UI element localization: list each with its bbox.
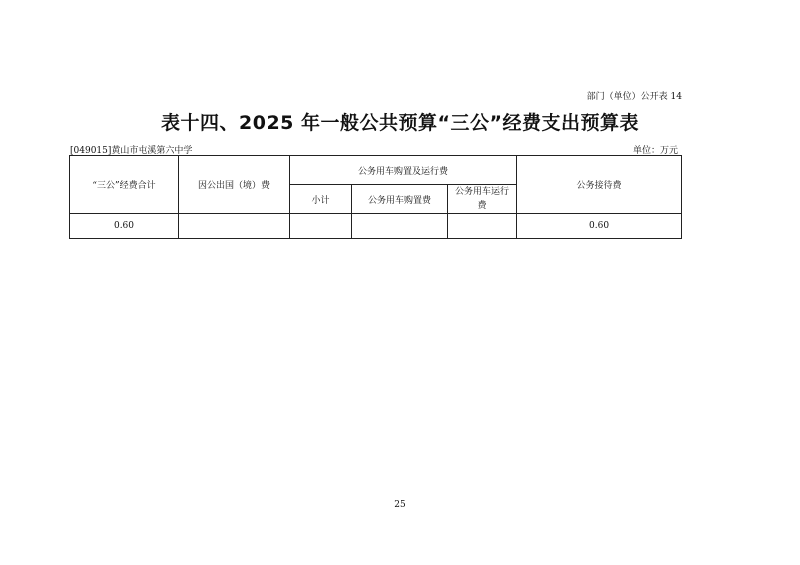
table-row xyxy=(70,214,682,239)
header-vehicle-purchase: 公务用车购置费 xyxy=(352,185,448,214)
header-abroad: 因公出国（境）费 xyxy=(179,156,290,214)
three-public-expenses-table xyxy=(69,155,682,239)
unit-label: 单位：万元 xyxy=(632,146,678,156)
page-title: 表十四、2025 年一般公共预算“三公”经费支出预算表 xyxy=(161,112,639,134)
cell-total: 0.60 xyxy=(70,214,179,239)
cell-vehicle-operation xyxy=(448,214,517,239)
header-vehicle-operation: 公务用车运行费 xyxy=(448,185,517,214)
cell-vehicle-purchase xyxy=(352,214,448,239)
cell-subtotal xyxy=(290,214,352,239)
cell-reception: 0.60 xyxy=(517,214,682,239)
header-total: “三公”经费合计 xyxy=(70,156,179,214)
page-number: 25 xyxy=(394,500,406,510)
header-subtotal: 小计 xyxy=(290,185,352,214)
header-vehicle-group: 公务用车购置及运行费 xyxy=(290,156,517,185)
cell-abroad xyxy=(179,214,290,239)
form-number-label: 部门（单位）公开表 14 xyxy=(586,92,682,102)
header-reception: 公务接待费 xyxy=(517,156,682,214)
organization-code: [049015]黄山市屯溪第六中学 xyxy=(70,146,193,156)
